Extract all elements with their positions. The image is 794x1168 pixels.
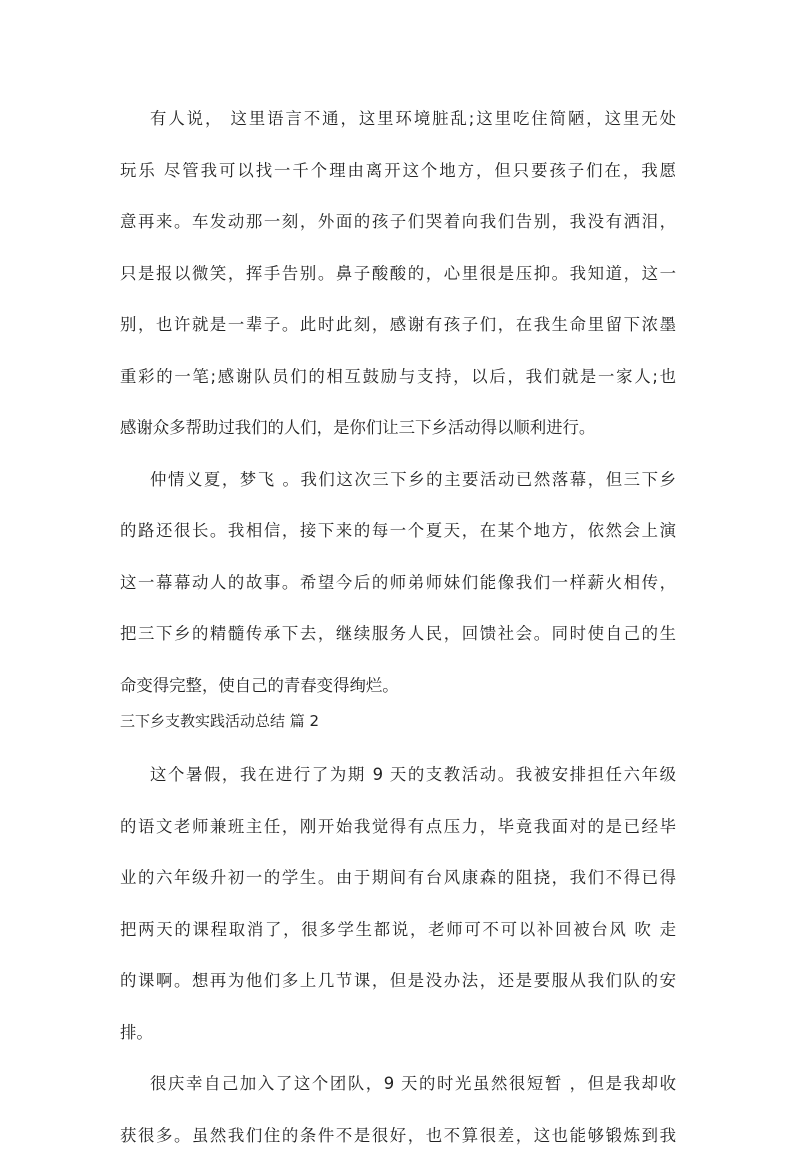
paragraph — [120, 100, 676, 461]
text-line: 感谢众多帮助过我们的人们，是你们让三下乡活动得以顺利进行。 — [120, 409, 676, 461]
section-heading: 三下乡支教实践活动总结 篇 2 — [120, 708, 676, 748]
text-line: 重彩的一笔;感谢队员们的相互鼓励与支持，以后，我们就是一家人;也 — [120, 358, 676, 410]
text-line: 玩乐 尽管我可以找一千个理由离开这个地方，但只要孩子们在，我愿 — [120, 152, 676, 204]
text-line: 业的六年级升初一的学生。由于期间有台风康森的阻挠，我们不得已得 — [120, 859, 676, 911]
paragraph — [120, 756, 676, 1065]
text-line: 排。 — [120, 1014, 676, 1066]
text-line: 获很多。虽然我们住的条件不是很好，也不算很差，这也能够锻炼到我 — [120, 1117, 676, 1168]
text-line: 别，也许就是一辈子。此时此刻，感谢有孩子们，在我生命里留下浓墨 — [120, 306, 676, 358]
paragraph — [120, 1065, 676, 1168]
text-line: 把两天的课程取消了，很多学生都说，老师可不可以补回被台风 吹 走 — [120, 911, 676, 963]
text-line: 很庆幸自己加入了这个团队，9 天的时光虽然很短暂 ，但是我却收 — [120, 1065, 676, 1117]
text-line: 命变得完整，使自己的青春变得绚烂。 — [120, 667, 676, 719]
text-line: 把三下乡的精髓传承下去，继续服务人民，回馈社会。同时使自己的生 — [120, 615, 676, 667]
text-line: 仲情义夏，梦飞 。我们这次三下乡的主要活动已然落幕，但三下乡 — [120, 461, 676, 513]
text-line: 意再来。车发动那一刻，外面的孩子们哭着向我们告别，我没有洒泪， — [120, 203, 676, 255]
text-line: 这个暑假，我在进行了为期 9 天的支教活动。我被安排担任六年级 — [120, 756, 676, 808]
document-page — [120, 100, 676, 1168]
text-line: 这一幕幕动人的故事。希望今后的师弟师妹们能像我们一样薪火相传， — [120, 564, 676, 616]
text-line: 只是报以微笑，挥手告别。鼻子酸酸的，心里很是压抑。我知道，这一 — [120, 255, 676, 307]
paragraph — [120, 461, 676, 719]
text-line: 的课啊。想再为他们多上几节课，但是没办法，还是要服从我们队的安 — [120, 962, 676, 1014]
text-line: 有人说， 这里语言不通，这里环境脏乱;这里吃住简陋，这里无处 — [120, 100, 676, 152]
text-line: 的语文老师兼班主任，刚开始我觉得有点压力，毕竟我面对的是已经毕 — [120, 808, 676, 860]
text-line: 的路还很长。我相信，接下来的每一个夏天，在某个地方，依然会上演 — [120, 512, 676, 564]
